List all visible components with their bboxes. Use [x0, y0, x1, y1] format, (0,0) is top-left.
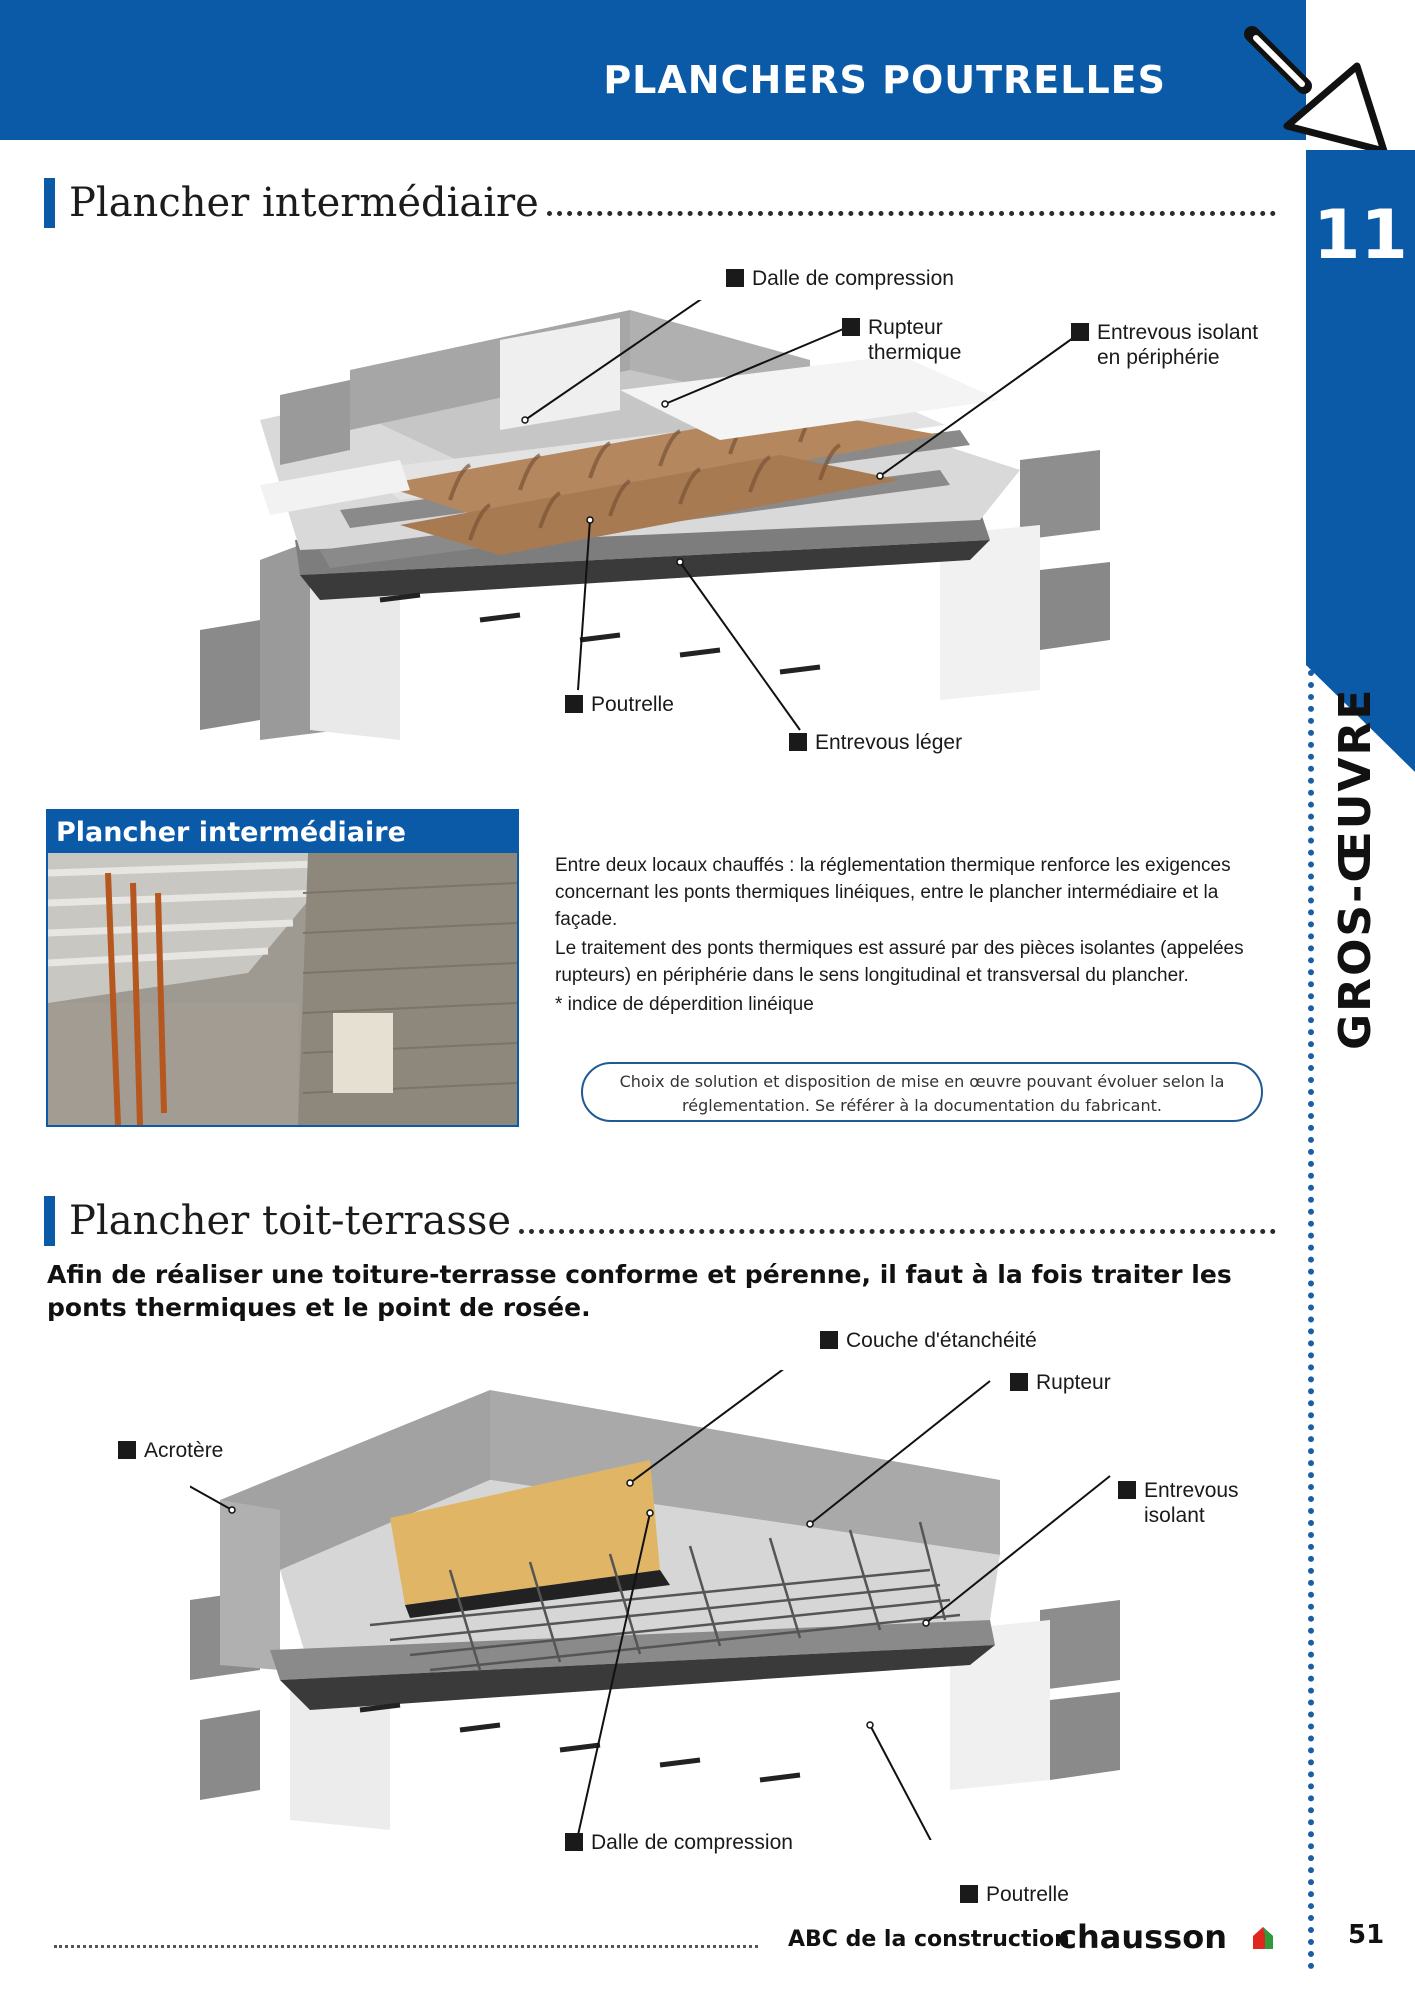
page-number: 51	[1348, 1920, 1385, 1950]
footer-dotted-rule	[54, 1945, 758, 1948]
callout-poutrelle: Poutrelle	[565, 692, 674, 717]
header-band	[0, 0, 1306, 140]
callout-couche-etancheite: Couche d'étanchéité	[820, 1328, 1037, 1353]
brand-logo: chausson	[1058, 1918, 1227, 1956]
callout-dalle-compression: Dalle de compression	[726, 266, 954, 291]
body-paragraph-2: Le traitement des ponts thermiques est assuré par des pièces isolantes (appelées rupteurs) en périphérie dans le sens longitudinal et transversal du plancher.	[555, 938, 1244, 986]
photo-caption: Plancher intermédiaire	[56, 817, 406, 848]
intermediate-floor-diagram	[200, 300, 1160, 750]
callout-poutrelle: Poutrelle	[960, 1882, 1069, 1907]
section-heading-text: Plancher intermédiaire	[69, 180, 539, 226]
section-heading-text: Plancher toit-terrasse	[69, 1198, 512, 1244]
section1-body	[555, 852, 1255, 1020]
roof-terrace-diagram	[190, 1370, 1170, 1840]
section2-intro: Afin de réaliser une toiture-terrasse conforme et pérenne, il faut à la fois traiter les ponts thermiques et le point de rosée.	[47, 1260, 1232, 1322]
regulation-note: Choix de solution et disposition de mise en œuvre pouvant évoluer selon la réglementation. Se référer à la documentation du fabricant.	[581, 1062, 1263, 1122]
callout-entrevous-isolant: Entrevous isolant en périphérie	[1071, 320, 1258, 370]
callout-rupteur-thermique: Rupteur thermique	[842, 315, 961, 365]
chapter-number: 11	[1313, 196, 1408, 275]
section-heading-toit-terrasse	[44, 1196, 1276, 1246]
brand-house-icon	[1253, 1927, 1273, 1949]
page-title: PLANCHERS POUTRELLES	[603, 58, 1166, 102]
callout-acrotere: Acrotère	[118, 1438, 223, 1463]
photo-box	[46, 809, 519, 1127]
side-section-label: GROS-ŒUVRE	[1330, 687, 1381, 1050]
callout-rupteur: Rupteur	[1010, 1370, 1111, 1395]
footer-label: ABC de la construction	[788, 1927, 1070, 1952]
body-footnote: * indice de déperdition linéique	[555, 994, 814, 1015]
callout-entrevous-isolant: Entrevous isolant	[1118, 1478, 1239, 1528]
callout-entrevous-leger: Entrevous léger	[789, 730, 962, 755]
callout-dalle-compression: Dalle de compression	[565, 1830, 793, 1855]
construction-photo	[48, 853, 517, 1125]
section-heading-intermediaire	[44, 178, 1276, 228]
body-paragraph-1: Entre deux locaux chauffés : la réglementation thermique renforce les exigences concernant les ponts thermiques linéiques, entre le plancher intermédiaire et la façade.	[555, 855, 1231, 930]
side-dotted-rule	[1308, 670, 1314, 1970]
